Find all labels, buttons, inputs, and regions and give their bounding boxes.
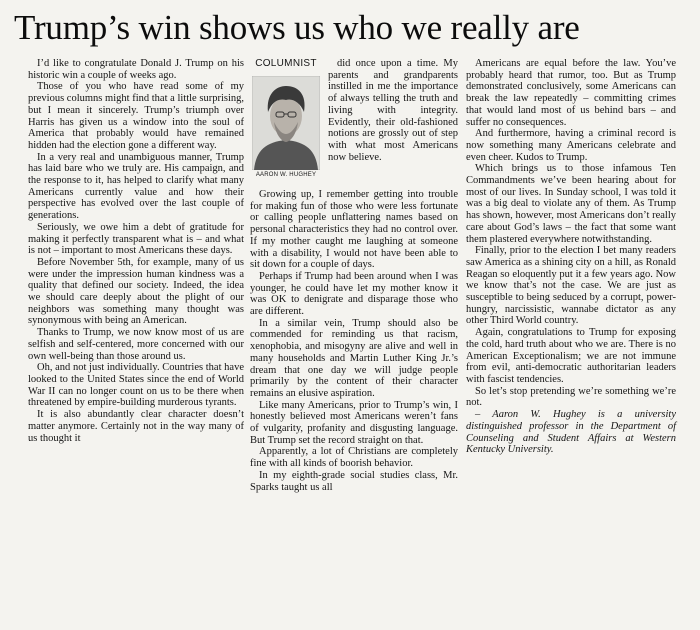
paragraph: Perhaps if Trump had been around when I was younger, he could have let my mother know it was OK to denigrate and disparage those who are different. <box>250 270 458 318</box>
columnist-label: COLUMNIST <box>255 58 317 69</box>
paragraph: I’d like to congratulate Donald J. Trump on his historic win a couple of weeks ago. <box>28 58 244 81</box>
paragraph: Americans are equal before the law. You’ve probably heard that rumor, too. But as Trump demonstrated conclusively, some Americans can break the law repeatedly – committing crimes that would land most of us behind bars – and suffer no consequences. <box>466 58 676 128</box>
paragraph: In my eighth-grade social studies class, Mr. Sparks taught us all <box>250 469 458 493</box>
paragraph: Which brings us to those infamous Ten Commandments we’ve been hearing about for most of our lives. In Sunday school, I was told it was a big deal to violate any of them. As Trump has shown, however, most Americans don’t really care about God’s laws – the fact that some want them plastered everywhere notwithstanding. <box>466 163 676 245</box>
paragraph: Finally, prior to the election I bet many readers saw America as a shining city on a hill, as Ronald Reagan so eloquently put it a few years ago. Now we know that’s not the case. We are just as susceptible to being seduced by a corrupt, power-hungry, narcissistic, wannabe dictator as any other Third World country. <box>466 245 676 327</box>
paragraph: So let’s stop pretending we’re something we’re not. <box>466 385 676 409</box>
paragraph: Thanks to Trump, we now know most of us are selfish and self-centered, more concerned with our own well-being than those around us. <box>28 327 244 362</box>
headline: Trump’s win shows us who we really are <box>14 8 580 47</box>
author-signature: – Aaron W. Hughey is a university distinguished professor in the Department of Counseling and Student Affairs at Western Kentucky University. <box>466 409 676 456</box>
photo-caption: AARON W. HUGHEY <box>255 172 317 178</box>
paragraph: Oh, and not just individually. Countries that have looked to the United States since the end of World War II can no longer count on us to be there when threatened by empire-building murderous tyrants. <box>28 362 244 409</box>
column-2 <box>250 189 458 493</box>
paragraph: Before November 5th, for example, many of us were under the impression human kindness was a quality that defined our society. Indeed, the idea we should care deeply about the plight of our neighbors was something many thought was synonymous with being an American. <box>28 256 244 327</box>
paragraph: Apparently, a lot of Christians are completely fine with all kinds of boorish behavior. <box>250 446 458 470</box>
paragraph: In a very real and unambiguous manner, Trump has laid bare who we truly are. His campaign, and the response to it, has helped to clarify what many Americans currently value and how their perspective has evolved over the last couple of generations. <box>28 151 244 222</box>
paragraph: In a similar vein, Trump should also be commended for reminding us that racism, xenophobia, and misogyny are alive and well in many households and Martin Luther King Jr.’s dream that one day we will judge people primarily by the content of their character remains an elusive aspiration. <box>250 317 458 399</box>
paragraph: Those of you who have read some of my previous columns might find that a little surprising, but I mean it sincerely. Trump’s triumph over Harris has given us a window into the soul of America that probably would have remained hidden had the election gone a different way. <box>28 81 244 151</box>
paragraph: Like many Americans, prior to Trump’s win, I honestly believed most Americans weren’t fans of vulgarity, profanity and disgusting language. But Trump set the record straight on that. <box>250 399 458 446</box>
column-3 <box>466 58 676 456</box>
paragraph: It is also abundantly clear character doesn’t matter anymore. Certainly not in the way many of us thought it <box>28 409 244 444</box>
paragraph: Growing up, I remember getting into trouble for making fun of those who were less fortunate or calling people unflattering names based on personal characteristics they had no control over. If my mother caught me laughing at someone with a disability, I would not have been able to sit down for a couple of days. <box>250 189 458 271</box>
paragraph: did once upon a time. My parents and grandparents instilled in me the importance of always telling the truth and living with integrity. Evidently, their old-fashioned notions are grossly out of step with what most Americans now believe. <box>328 58 458 163</box>
paragraph: Again, congratulations to Trump for exposing the cold, hard truth about who we are. There is no American Exceptionalism; we are not immune from evil, anti-democratic authoritarian leaders with fascist tendencies. <box>466 327 676 385</box>
paragraph: Seriously, we owe him a debt of gratitude for making it perfectly transparent what is – and what is not – important to most Americans these days. <box>28 221 244 257</box>
column-1 <box>28 58 244 444</box>
column-2-top <box>328 58 458 163</box>
columnist-photo <box>252 76 320 170</box>
paragraph: And furthermore, having a criminal record is now something many Americans celebrate and even cheer. Kudos to Trump. <box>466 128 676 163</box>
columnist-box <box>250 58 322 190</box>
